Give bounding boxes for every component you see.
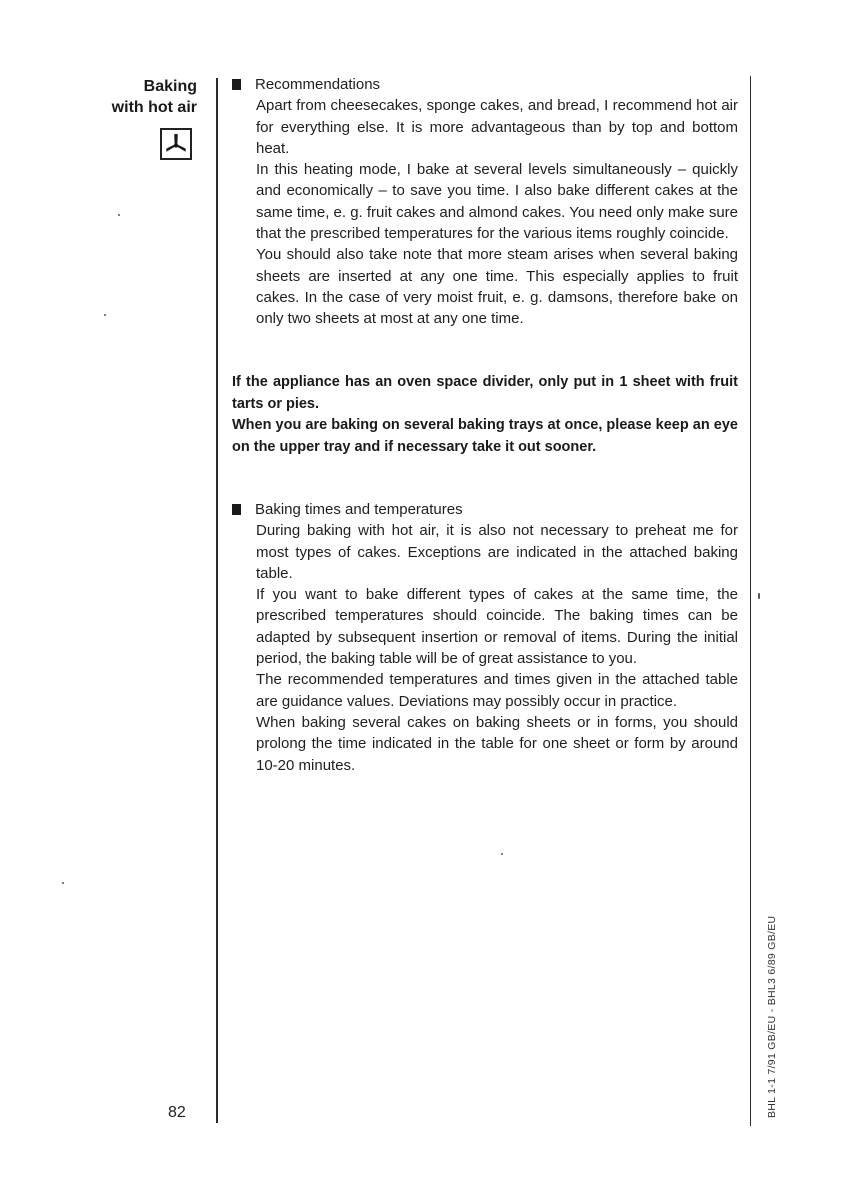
baking-times-section	[232, 499, 738, 776]
warning-note: If the appliance has an oven space divider, only put in 1 sheet with fruit tarts or pies.	[232, 374, 738, 412]
baking-times-paragraph: The recommended temperatures and times given in the attached table are guidance values. Deviations may possibly occur in practice.	[256, 671, 738, 710]
page-number: 82	[168, 1104, 186, 1121]
recommendations-paragraph: Apart from cheesecakes, sponge cakes, and bread, I recommend hot air for everything else. It is more advantageous than by top and bottom heat.	[256, 97, 738, 157]
baking-times-heading: Baking times and temperatures	[255, 501, 463, 518]
baking-times-paragraph: When baking several cakes on baking sheets or in forms, you should prolong the time indicated in the table for one sheet or form by around 10-20 minutes.	[256, 713, 738, 774]
scan-speck	[62, 882, 64, 884]
baking-times-paragraph: During baking with hot air, it is also not necessary to preheat me for most types of cakes. Exceptions are indicated in the attached baking table.	[256, 522, 738, 582]
warning-notes	[232, 372, 738, 458]
scan-speck	[758, 593, 760, 599]
section-title-line1: Baking	[143, 78, 197, 95]
scan-speck	[501, 853, 503, 855]
warning-note: When you are baking on several baking trays at once, please keep an eye on the upper tray and if necessary take it out sooner.	[232, 417, 738, 455]
fan-icon	[160, 128, 192, 160]
left-divider	[216, 78, 218, 1123]
recommendations-paragraph: In this heating mode, I bake at several levels simultaneously – quickly and economically – to save you time. I also bake different cakes at the same time, e. g. fruit cakes and almond cakes. You need only make sure that the prescribed temperatures for the various items roughly coincide.	[256, 161, 738, 243]
footer-code: BHL 1-1 7/91 GB/EU - BHL3 6/89 GB/EU	[766, 915, 778, 1118]
right-divider	[750, 76, 751, 1126]
scan-speck	[118, 214, 120, 216]
recommendations-section	[232, 74, 738, 330]
baking-times-paragraph: If you want to bake different types of cakes at the same time, the prescribed temperatures should coincide. The baking times can be adapted by subsequent insertion or removal of items. During the initial period, the baking table will be of great assistance to you.	[256, 586, 738, 668]
bullet-square-icon	[232, 79, 241, 90]
recommendations-paragraph: You should also take note that more steam arises when several baking sheets are inserted at any one time. This especially applies to fruit cakes. In the case of very moist fruit, e. g. damsons, therefore bake on only two sheets at most at any one time.	[256, 246, 738, 328]
section-title	[60, 76, 197, 118]
scan-speck	[104, 314, 106, 316]
recommendations-heading: Recommendations	[255, 76, 381, 93]
section-title-line2: with hot air	[111, 99, 197, 116]
bullet-square-icon	[232, 504, 241, 515]
